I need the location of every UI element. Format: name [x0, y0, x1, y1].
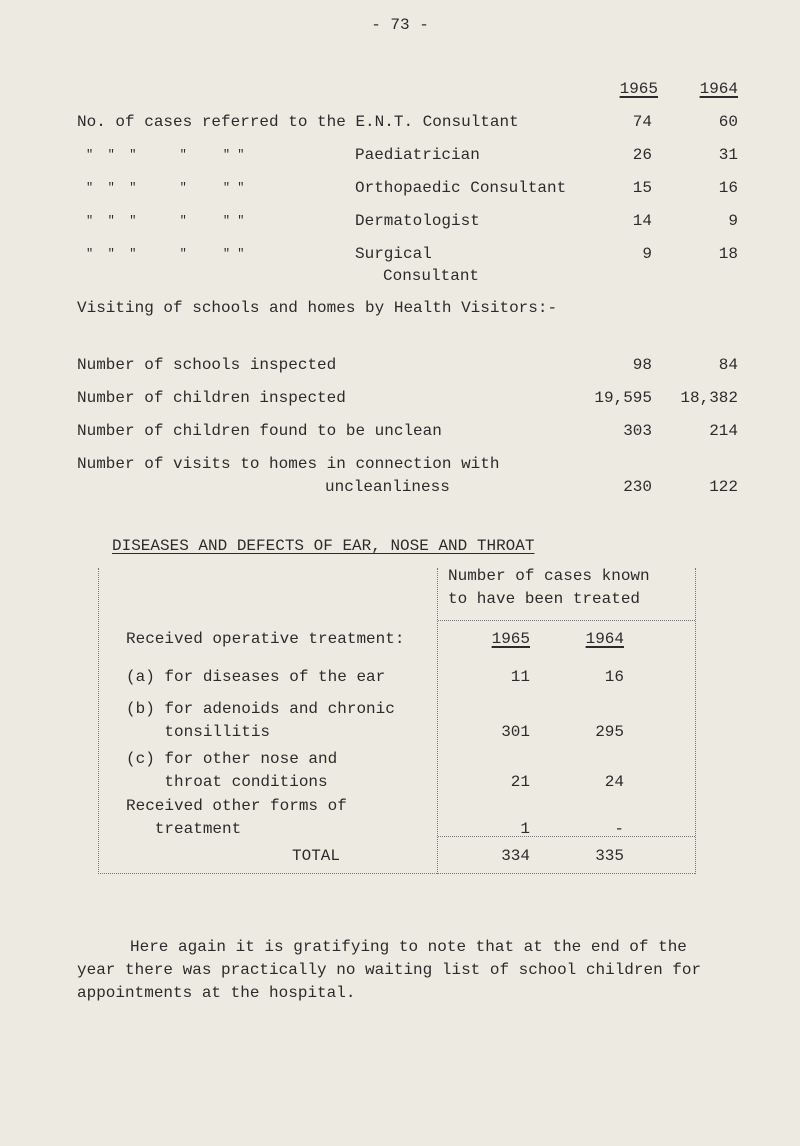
table-row-1964: 24	[604, 773, 624, 791]
table-total-1965: 334	[501, 847, 530, 865]
table-row-1965: 1	[520, 820, 530, 838]
ditto-marks: " " " " " "	[86, 148, 245, 162]
table-row-1964: -	[614, 820, 624, 838]
referral-1964: 60	[718, 113, 738, 131]
referral-label-cont: Consultant	[383, 267, 480, 285]
table-row-label: (a) for diseases of the ear	[126, 668, 386, 686]
year-header-1965: 1965	[619, 80, 658, 98]
ditto-marks: " " " " " "	[86, 181, 245, 195]
referral-label: No. of cases referred to the E.N.T. Consultant	[77, 113, 519, 131]
table-year-1964: 1964	[585, 630, 624, 648]
visiting-label: Number of children inspected	[77, 389, 346, 407]
paragraph-line: Here again it is gratifying to note that at the end of the	[130, 938, 687, 956]
ditto-marks: " " " " " "	[86, 247, 245, 261]
visiting-1965: 19,595	[594, 389, 652, 407]
referral-1965: 74	[632, 113, 652, 131]
visiting-heading: Visiting of schools and homes by Health Visitors:-	[77, 299, 558, 317]
visiting-1965: 230	[623, 478, 652, 496]
table-row-label-cont: tonsillitis	[126, 723, 271, 741]
table-row-label: (c) for other nose and	[126, 750, 338, 768]
referral-1964: 18	[718, 245, 738, 263]
table-section-label: Received operative treatment:	[126, 630, 405, 648]
table-row-1965: 301	[501, 723, 530, 741]
table-row-1964: 295	[595, 723, 624, 741]
table-border-left	[98, 568, 99, 874]
table-header-rule	[438, 620, 695, 621]
table-row-label-cont: treatment	[126, 820, 242, 838]
table-row-1965: 21	[510, 773, 530, 791]
visiting-label: Number of visits to homes in connection with	[77, 455, 500, 473]
referral-label: Surgical	[355, 245, 432, 263]
visiting-1964: 84	[718, 356, 738, 374]
table-header-line2: to have been treated	[448, 590, 641, 608]
referral-label: Orthopaedic Consultant	[355, 179, 567, 197]
referral-1964: 9	[728, 212, 738, 230]
table-total-1964: 335	[595, 847, 624, 865]
visiting-1965: 303	[623, 422, 652, 440]
visiting-label: Number of schools inspected	[77, 356, 337, 374]
referral-1965: 26	[632, 146, 652, 164]
table-border-right	[695, 568, 696, 874]
table-title: DISEASES AND DEFECTS OF EAR, NOSE AND THROAT	[112, 537, 535, 555]
paragraph-line: appointments at the hospital.	[77, 984, 356, 1002]
referral-1965: 14	[632, 212, 652, 230]
referral-label: Paediatrician	[355, 146, 480, 164]
page-number: - 73 -	[371, 16, 429, 34]
ditto-marks: " " " " " "	[86, 214, 245, 228]
visiting-label: Number of children found to be unclean	[77, 422, 442, 440]
table-divider	[437, 568, 438, 874]
visiting-1964: 18,382	[680, 389, 738, 407]
paragraph-line: year there was practically no waiting list of school children for	[77, 961, 702, 979]
table-row-label-cont: throat conditions	[126, 773, 328, 791]
year-header-1964: 1964	[699, 80, 738, 98]
table-row-label: (b) for adenoids and chronic	[126, 700, 395, 718]
visiting-label-cont: uncleanliness	[325, 478, 450, 496]
referral-1965: 15	[632, 179, 652, 197]
referral-label: Dermatologist	[355, 212, 480, 230]
visiting-1964: 214	[709, 422, 738, 440]
table-row-1964: 16	[604, 668, 624, 686]
referral-1965: 9	[642, 245, 652, 263]
table-border-bottom	[98, 873, 695, 874]
visiting-1965: 98	[632, 356, 652, 374]
table-year-1965: 1965	[491, 630, 530, 648]
visiting-1964: 122	[709, 478, 738, 496]
table-row-label: Received other forms of	[126, 797, 347, 815]
referral-1964: 31	[718, 146, 738, 164]
referral-1964: 16	[718, 179, 738, 197]
table-total-label: TOTAL	[292, 847, 341, 865]
table-row-1965: 11	[510, 668, 530, 686]
table-header-line1: Number of cases known	[448, 567, 650, 585]
